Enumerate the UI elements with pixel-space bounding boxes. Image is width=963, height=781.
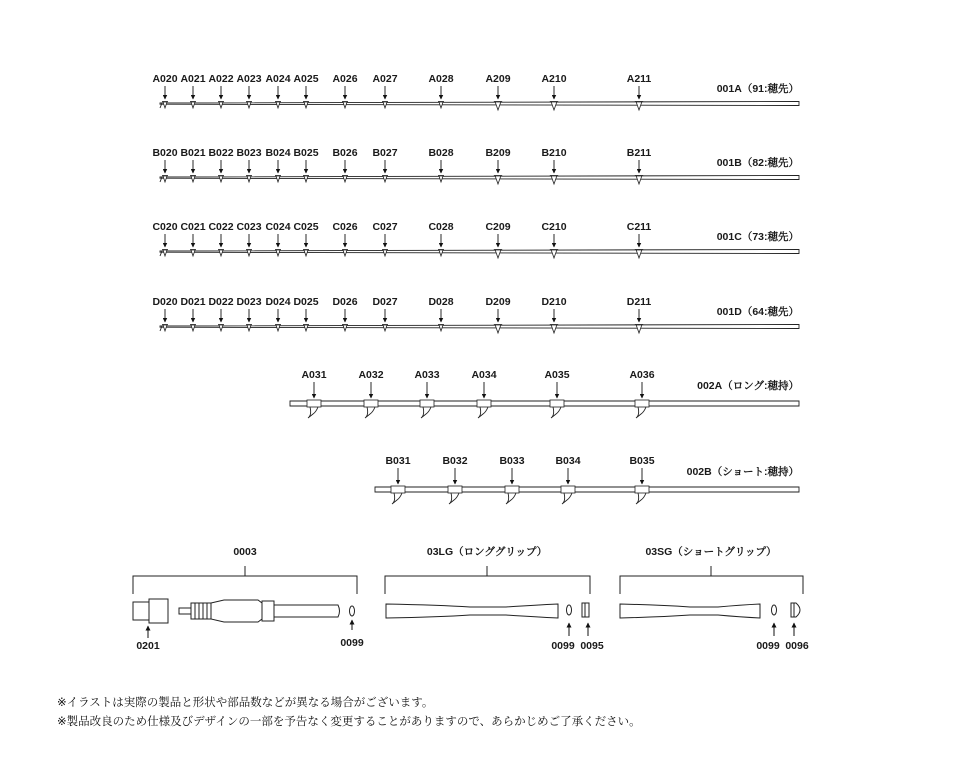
guide-label-B033: B033 [499, 455, 525, 467]
part-label-0099: 0099 [340, 637, 364, 649]
guide-mark [219, 102, 223, 108]
guide-mark [219, 176, 223, 182]
guide-mark [383, 250, 387, 256]
guide-label-A023: A023 [236, 73, 262, 85]
guide-mark [383, 102, 387, 108]
group-title-03LG: 03LG（ロンググリップ） [426, 546, 548, 558]
guide-mark [635, 486, 649, 493]
guide-label-D210: D210 [541, 296, 567, 308]
guide-label-A034: A034 [471, 369, 497, 381]
guide-label-C211: C211 [626, 221, 652, 233]
guide-label-A210: A210 [541, 73, 567, 85]
guide-label-A035: A035 [544, 369, 570, 381]
assembly-0003 [133, 546, 364, 652]
guide-mark [551, 102, 557, 110]
guide-mark [191, 325, 195, 331]
guide-mark [439, 176, 443, 182]
guide-label-A028: A028 [428, 73, 454, 85]
guide-label-B035: B035 [629, 455, 655, 467]
butt-section-1 [375, 455, 799, 504]
guide-label-A021: A021 [180, 73, 206, 85]
rod-section-title: 001B（82:穂先） [716, 157, 799, 169]
part-label-0201: 0201 [136, 640, 160, 652]
group-title-0003: 0003 [233, 546, 257, 558]
guide-mark [635, 400, 649, 407]
guide-mark [163, 176, 167, 182]
guide-mark [383, 325, 387, 331]
guide-mark [495, 250, 501, 258]
guide-label-B021: B021 [180, 147, 206, 159]
rod-blank [160, 176, 799, 180]
guide-mark [276, 325, 280, 331]
butt-section-title: 002B（ショート:穂持） [686, 466, 799, 478]
rod-section-title: 001C（73:穂先） [716, 231, 799, 243]
rod-section-title: 001A（91:穂先） [716, 83, 799, 95]
guide-label-A022: A022 [208, 73, 234, 85]
guide-mark [304, 176, 308, 182]
guide-mark [636, 102, 642, 110]
guide-label-C210: C210 [541, 221, 567, 233]
guide-label-B024: B024 [265, 147, 291, 159]
guide-mark [307, 400, 321, 407]
guide-mark [343, 102, 347, 108]
note-illustration: ※イラストは実際の製品と形状や部品数などが異なる場合がございます。 [57, 695, 434, 709]
guide-label-D027: D027 [372, 296, 398, 308]
butt-section-0 [290, 369, 799, 418]
guide-mark [304, 325, 308, 331]
guide-mark [343, 250, 347, 256]
guide-label-C022: C022 [208, 221, 234, 233]
guide-mark [495, 176, 501, 184]
assembly-03LG [385, 545, 604, 652]
guide-mark [276, 250, 280, 256]
guide-mark [163, 325, 167, 331]
guide-mark [304, 250, 308, 256]
guide-label-B034: B034 [555, 455, 581, 467]
guide-label-B023: B023 [236, 147, 262, 159]
rod-blank [160, 325, 799, 329]
guide-mark [191, 250, 195, 256]
guide-label-D020: D020 [152, 296, 178, 308]
guide-mark [383, 176, 387, 182]
guide-mark [495, 325, 501, 333]
guide-label-C023: C023 [236, 221, 262, 233]
guide-label-C020: C020 [152, 221, 178, 233]
guide-label-B211: B211 [626, 147, 652, 159]
guide-label-B028: B028 [428, 147, 454, 159]
guide-mark [550, 400, 564, 407]
guide-mark [163, 102, 167, 108]
rod-section-0 [152, 73, 799, 110]
guide-label-A209: A209 [485, 73, 511, 85]
guide-mark [276, 102, 280, 108]
guide-mark [219, 325, 223, 331]
butt-sections [290, 369, 799, 504]
guide-mark [551, 250, 557, 258]
guide-label-D024: D024 [265, 296, 291, 308]
guide-label-D021: D021 [180, 296, 206, 308]
guide-label-A036: A036 [629, 369, 655, 381]
guide-label-D026: D026 [332, 296, 358, 308]
guide-label-A026: A026 [332, 73, 358, 85]
guide-mark [448, 486, 462, 493]
guide-mark [505, 486, 519, 493]
guide-label-A031: A031 [301, 369, 327, 381]
rod-blank [160, 102, 799, 106]
guide-label-C028: C028 [428, 221, 454, 233]
guide-mark [439, 102, 443, 108]
butt-blank [375, 487, 799, 492]
guide-label-C025: C025 [293, 221, 319, 233]
guide-mark [247, 250, 251, 256]
guide-mark [477, 400, 491, 407]
rod-section-2 [152, 221, 799, 258]
guide-label-B210: B210 [541, 147, 567, 159]
guide-mark [561, 486, 575, 493]
guide-label-C027: C027 [372, 221, 398, 233]
guide-mark [191, 176, 195, 182]
guide-mark [391, 486, 405, 493]
guide-mark [364, 400, 378, 407]
guide-mark [247, 102, 251, 108]
guide-label-A025: A025 [293, 73, 319, 85]
note-spec-change: ※製品改良のため仕様及びデザインの一部を予告なく変更することがありますので、あらかじめご了承ください。 [57, 714, 641, 728]
guide-label-A027: A027 [372, 73, 398, 85]
guide-label-D028: D028 [428, 296, 454, 308]
guide-label-C026: C026 [332, 221, 358, 233]
part-label-0096: 0096 [785, 640, 809, 652]
guide-label-B209: B209 [485, 147, 511, 159]
guide-mark [191, 102, 195, 108]
rod-section-3 [152, 296, 799, 333]
guide-mark [551, 325, 557, 333]
guide-label-B025: B025 [293, 147, 319, 159]
guide-mark [439, 325, 443, 331]
guide-mark [304, 102, 308, 108]
part-label-0095: 0095 [580, 640, 604, 652]
rod-blank [160, 250, 799, 254]
guide-mark [439, 250, 443, 256]
rod-section-1 [152, 147, 799, 184]
guide-label-B032: B032 [442, 455, 468, 467]
butt-section-title: 002A（ロング:穂持） [697, 380, 799, 392]
rod-sections [152, 73, 799, 333]
guide-mark [219, 250, 223, 256]
part-label-0099: 0099 [551, 640, 575, 652]
guide-label-C021: C021 [180, 221, 206, 233]
guide-label-D023: D023 [236, 296, 262, 308]
guide-label-D209: D209 [485, 296, 511, 308]
guide-mark [636, 176, 642, 184]
guide-mark [247, 325, 251, 331]
guide-label-A211: A211 [626, 73, 652, 85]
guide-label-B031: B031 [385, 455, 411, 467]
group-title-03SG: 03SG（ショートグリップ） [645, 546, 777, 558]
guide-mark [636, 250, 642, 258]
rod-section-title: 001D（64:穂先） [716, 306, 799, 318]
guide-label-B026: B026 [332, 147, 358, 159]
guide-mark [551, 176, 557, 184]
guide-label-A020: A020 [152, 73, 178, 85]
guide-label-D025: D025 [293, 296, 319, 308]
guide-label-A024: A024 [265, 73, 291, 85]
guide-mark [636, 325, 642, 333]
guide-mark [163, 250, 167, 256]
guide-label-B020: B020 [152, 147, 178, 159]
guide-label-A032: A032 [358, 369, 384, 381]
guide-label-C209: C209 [485, 221, 511, 233]
assembly-03SG [620, 545, 809, 652]
guide-mark [343, 176, 347, 182]
guide-label-D211: D211 [626, 296, 652, 308]
part-label-0099: 0099 [756, 640, 780, 652]
guide-mark [495, 102, 501, 110]
guide-label-A033: A033 [414, 369, 440, 381]
guide-label-D022: D022 [208, 296, 234, 308]
guide-mark [343, 325, 347, 331]
guide-mark [247, 176, 251, 182]
guide-mark [276, 176, 280, 182]
guide-label-B027: B027 [372, 147, 398, 159]
guide-mark [420, 400, 434, 407]
guide-label-B022: B022 [208, 147, 234, 159]
guide-label-C024: C024 [265, 221, 291, 233]
